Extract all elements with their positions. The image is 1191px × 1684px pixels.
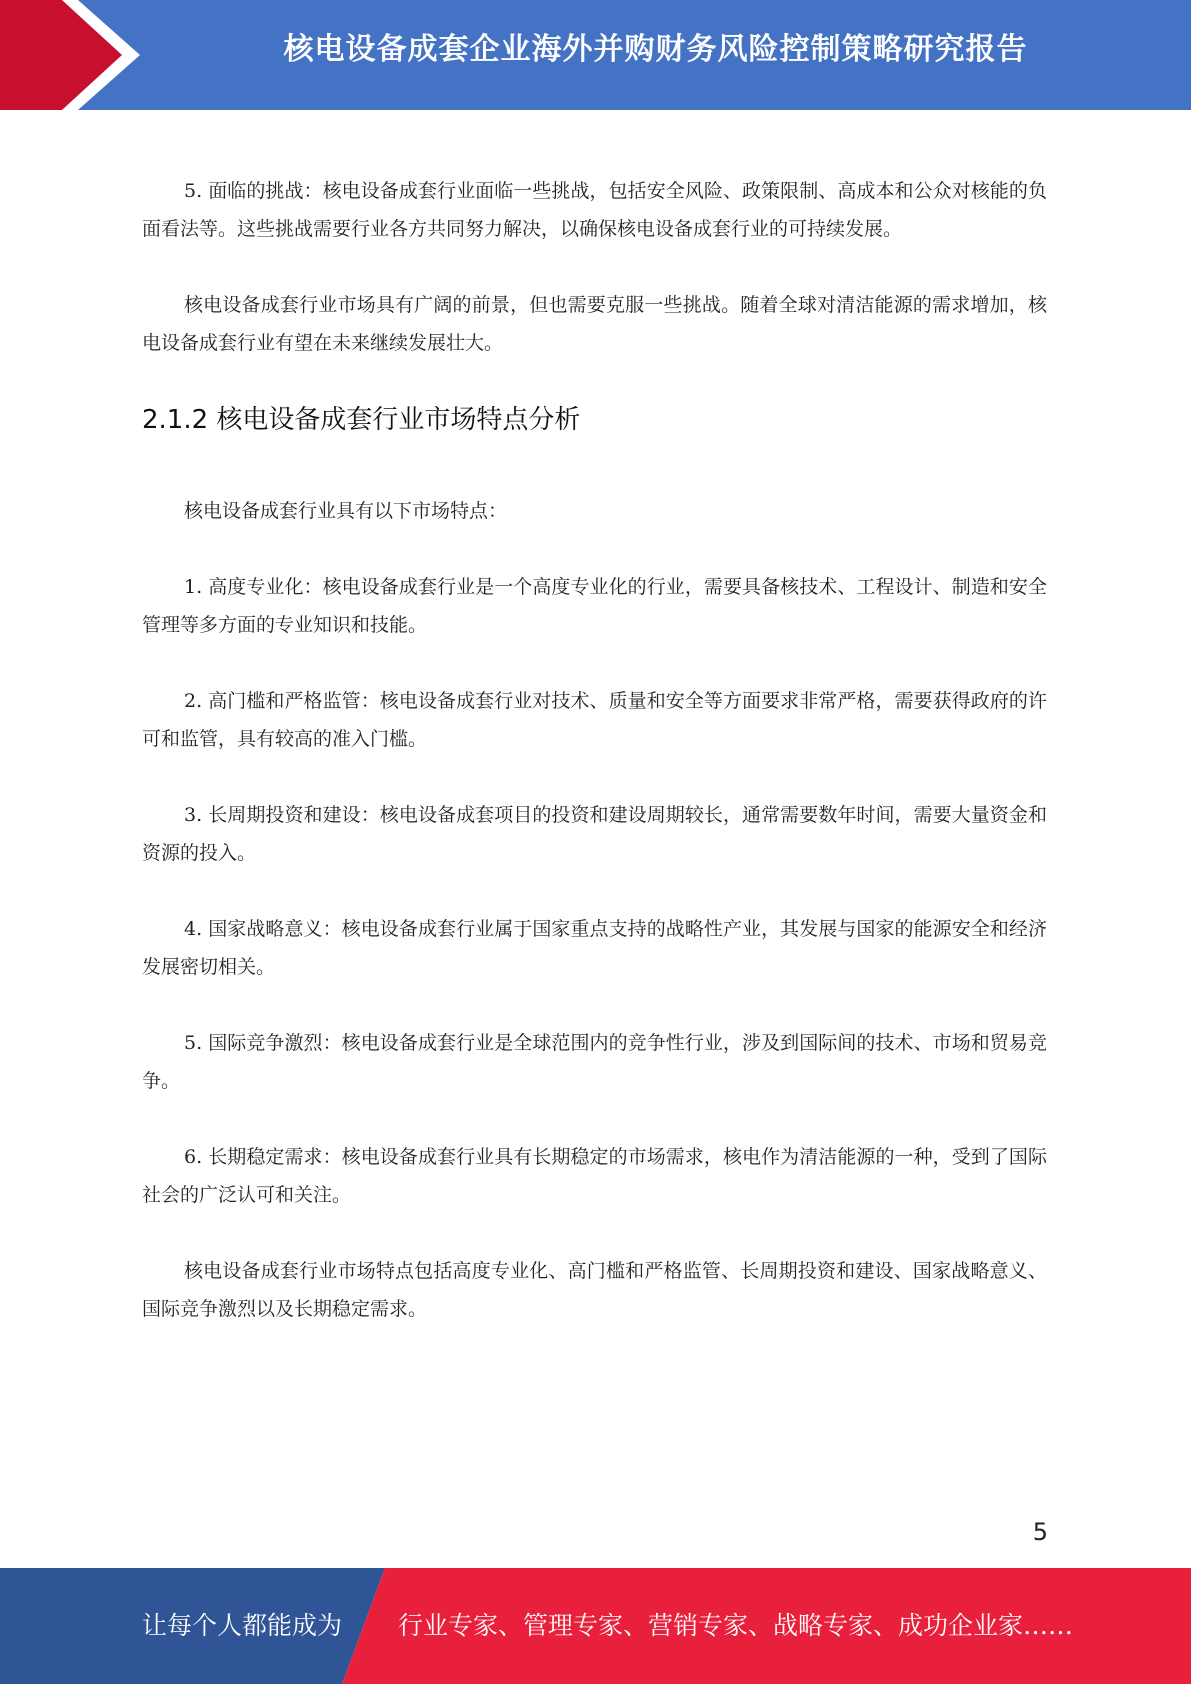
header-banner bbox=[0, 0, 1191, 110]
document-title: 核电设备成套企业海外并购财务风险控制策略研究报告 bbox=[283, 32, 1028, 67]
paragraph-outlook: 核电设备成套行业市场具有广阔的前景，但也需要克服一些挑战。随着全球对清洁能源的需求增加，核电设备成套行业有望在未来继续发展壮大。 bbox=[142, 294, 1047, 354]
page-number: 5 bbox=[1032, 1518, 1048, 1546]
section-heading: 2.1.2 核电设备成套行业市场特点分析 bbox=[142, 405, 581, 435]
list-item-strategic: 4. 国家战略意义：核电设备成套行业属于国家重点支持的战略性产业，其发展与国家的能源安全和经济发展密切相关。 bbox=[142, 918, 1047, 978]
footer-slogan-left: 让每个人都能成为 bbox=[142, 1611, 343, 1640]
paragraph-summary: 核电设备成套行业市场特点包括高度专业化、高门槛和严格监管、长周期投资和建设、国家战略意义、国际竞争激烈以及长期稳定需求。 bbox=[142, 1260, 1047, 1320]
paragraph-challenges: 5. 面临的挑战：核电设备成套行业面临一些挑战，包括安全风险、政策限制、高成本和公众对核能的负面看法等。这些挑战需要行业各方共同努力解决，以确保核电设备成套行业的可持续发展。 bbox=[142, 180, 1047, 240]
footer-banner bbox=[0, 1568, 1191, 1684]
main-content bbox=[142, 172, 1047, 1366]
header-arrow-decoration bbox=[0, 0, 160, 110]
list-item-regulation: 2. 高门槛和严格监管：核电设备成套行业对技术、质量和安全等方面要求非常严格，需要获得政府的许可和监管，具有较高的准入门槛。 bbox=[142, 690, 1047, 750]
paragraph-intro: 核电设备成套行业具有以下市场特点： bbox=[184, 500, 508, 522]
list-item-competition: 5. 国际竞争激烈：核电设备成套行业是全球范围内的竞争性行业，涉及到国际间的技术、市场和贸易竞争。 bbox=[142, 1032, 1047, 1092]
footer-slogan-right: 行业专家、管理专家、营销专家、战略专家、成功企业家…… bbox=[398, 1611, 1074, 1640]
list-item-specialization: 1. 高度专业化：核电设备成套行业是一个高度专业化的行业，需要具备核技术、工程设计、制造和安全管理等多方面的专业知识和技能。 bbox=[142, 576, 1047, 636]
list-item-demand: 6. 长期稳定需求：核电设备成套行业具有长期稳定的市场需求，核电作为清洁能源的一种，受到了国际社会的广泛认可和关注。 bbox=[142, 1146, 1047, 1206]
list-item-long-cycle: 3. 长周期投资和建设：核电设备成套项目的投资和建设周期较长，通常需要数年时间，需要大量资金和资源的投入。 bbox=[142, 804, 1047, 864]
